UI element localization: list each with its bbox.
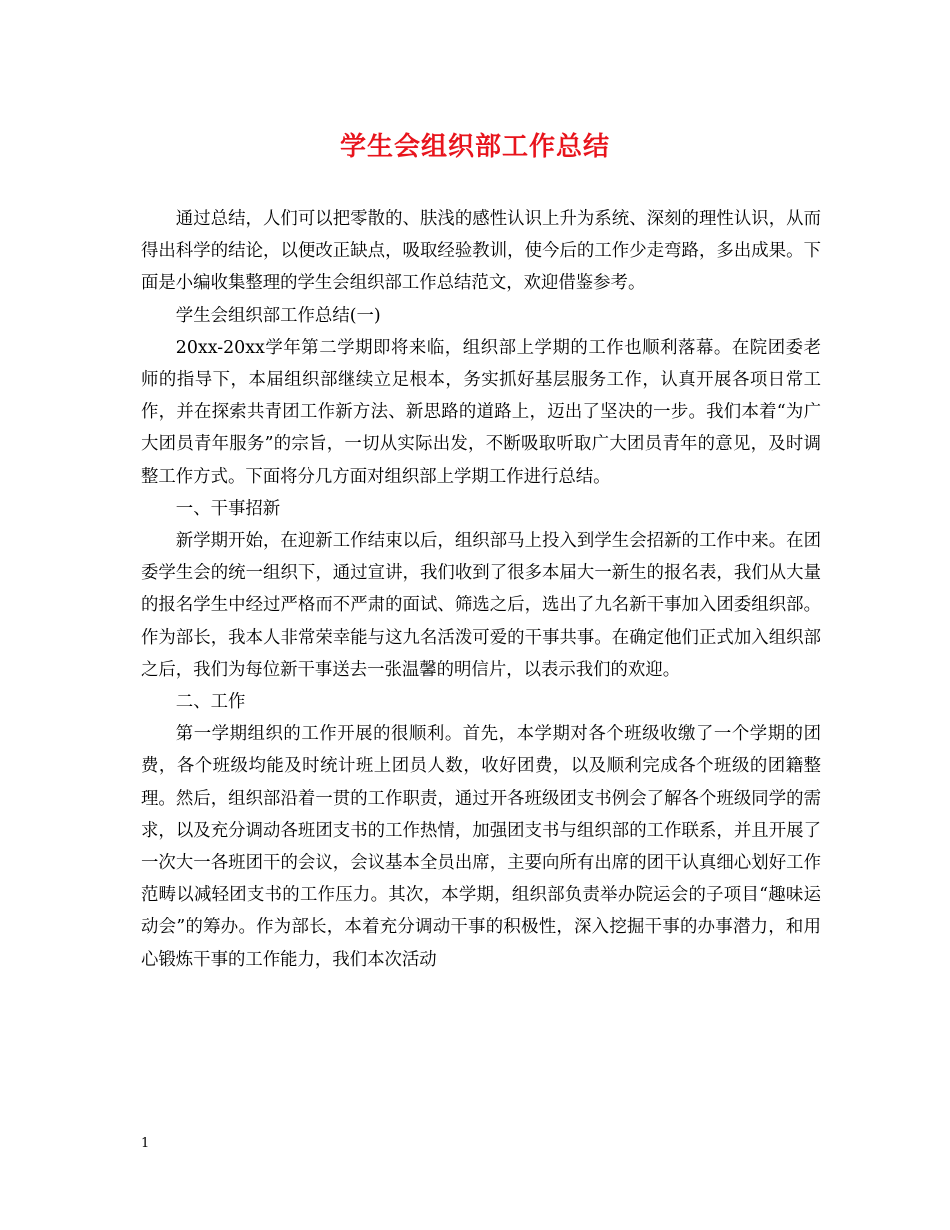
document-body [141, 203, 821, 976]
intro-paragraph: 通过总结，人们可以把零散的、肤浅的感性认识上升为系统、深刻的理性认识，从而得出科学的结论，以便改正缺点，吸取经验教训，使今后的工作少走弯路，多出成果。下面是小编收集整理的学生会组织部工作总结范文，欢迎借鉴参考。 [141, 209, 821, 294]
body-paragraph: 20xx-20xx学年第二学期即将来临，组织部上学期的工作也顺利落幕。在院团委老师的指导下，本届组织部继续立足根本，务实抓好基层服务工作，认真开展各项日常工作，并在探索共青团工作新方法、新思路的道路上，迈出了坚决的一步。我们本着“为广大团员青年服务”的宗旨，一切从实际出发，不断吸取听取广大团员青年的意见，及时调整工作方式。下面将分几方面对组织部上学期工作进行总结。 [141, 337, 821, 487]
body-paragraph: 第一学期组织的工作开展的很顺利。首先，本学期对各个班级收缴了一个学期的团费，各个班级均能及时统计班上团员人数，收好团费，以及顺利完成各个班级的团籍整理。然后，组织部沿着一贯的工作职责，通过开各班级团支书例会了解各个班级同学的需求，以及充分调动各班团支书的工作热情，加强团支书与组织部的工作联系，并且开展了一次大一各班团干的会议，会议基本全员出席，主要向所有出席的团干认真细心划好工作范畴以减轻团支书的工作压力。其次，本学期，组织部负责举办院运会的子项目“趣味运动会”的筹办。作为部长，本着充分调动干事的积极性，深入挖掘干事的办事潜力，和用心锻炼干事的工作能力，我们本次活动 [141, 724, 821, 970]
section-heading-summary-one: 学生会组织部工作总结(一) [175, 305, 381, 326]
body-paragraph: 新学期开始，在迎新工作结束以后，组织部马上投入到学生会招新的工作中来。在团委学生会的统一组织下，通过宣讲，我们收到了很多本届大一新生的报名表，我们从大量的报名学生中经过严格而不严肃的面试、筛选之后，选出了九名新干事加入团委组织部。作为部长，我本人非常荣幸能与这九名活泼可爱的干事共事。在确定他们正式加入组织部之后，我们为每位新干事送去一张温馨的明信片，以表示我们的欢迎。 [141, 531, 821, 680]
section-heading-work: 二、工作 [175, 692, 246, 713]
document-title: 学生会组织部工作总结 [339, 132, 610, 162]
page-number: 1 [141, 1136, 150, 1151]
section-heading-recruitment: 一、干事招新 [175, 498, 281, 519]
